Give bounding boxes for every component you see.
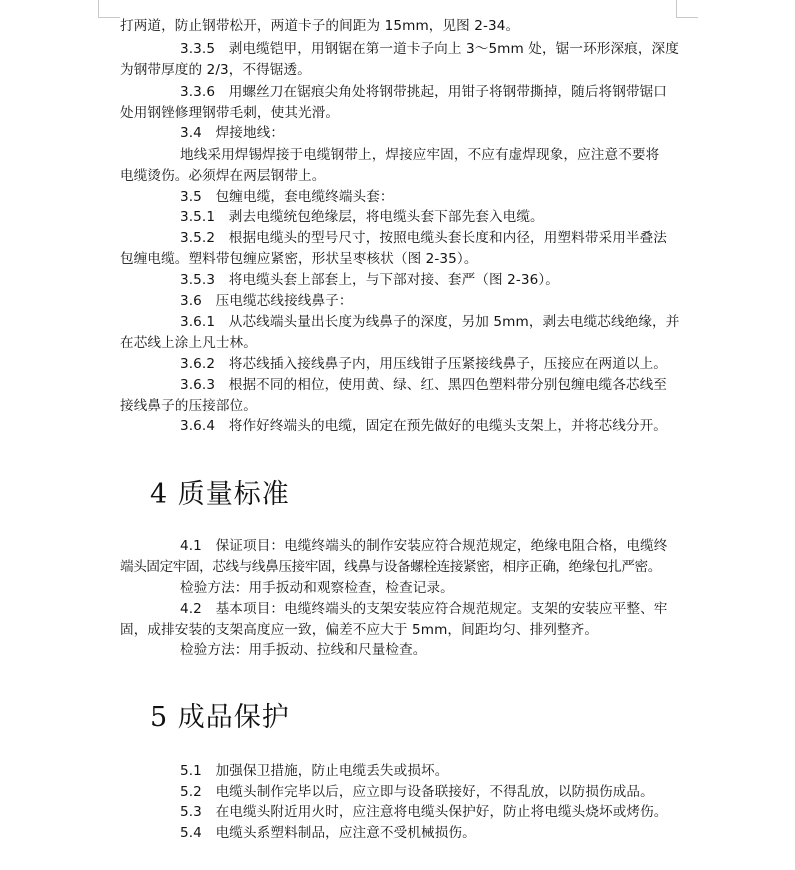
body-line: 地线采用焊锡焊接于电缆钢带上，焊接应牢固，不应有虚焊现象，应注意不要将 [180,147,660,163]
body-line: 检验方法：用手扳动、拉线和尺量检查。 [180,642,427,658]
crop-mark-top-right-h [676,17,698,18]
body-line: 3.6.1 从芯线端头量出长度为线鼻子的深度，另加 5mm，剥去电缆芯线绝缘，并 [180,314,680,330]
body-line: 5.1 加强保卫措施，防止电缆丢失或损坏。 [180,763,449,779]
body-line: 处用钢锉修理钢带毛刺，使其光滑。 [120,105,340,121]
body-line: 包缠电缆。塑料带包缠应紧密，形状呈枣核状（图 2-35）。 [120,251,478,267]
body-line: 打两道，防止钢带松开，两道卡子的间距为 15mm，见图 2-34。 [120,18,520,34]
body-line: 为钢带厚度的 2/3，不得锯透。 [120,62,311,78]
crop-mark-top-right-v [676,0,677,18]
chapter-title-5: 5 成品保护 [150,702,290,733]
section-heading-3-6: 3.6 压电缆芯线接线鼻子： [180,293,353,309]
crop-mark-top-left-v [98,0,99,18]
body-line: 3.3.5 剥电缆铠甲，用钢锯在第一道卡子向上 3～5mm 处，锯一环形深痕，深度 [180,41,679,57]
body-line: 5.4 电缆头系塑料制品，应注意不受机械损伤。 [180,825,476,841]
body-line: 固，成排安装的支架高度应一致，偏差不应大于 5mm，间距均匀、排列整齐。 [120,622,599,638]
body-line: 4.1 保证项目：电缆终端头的制作安装应符合规范规定，绝缘电阻合格，电缆终 [180,538,668,554]
body-line: 在芯线上涂上凡士林。 [120,335,257,351]
crop-mark-top-left-h [98,17,120,18]
body-line: 5.3 在电缆头附近用火时，应注意将电缆头保护好，防止将电缆头烧坏或烤伤。 [180,804,668,820]
body-line: 4.2 基本项目：电缆终端头的支架安装应符合规范规定。支架的安装应平整、牢 [180,601,668,617]
section-heading-3-4: 3.4 焊接地线： [180,125,285,141]
body-line: 5.2 电缆头制作完毕以后，应立即与设备联接好，不得乱放，以防损伤成品。 [180,784,654,800]
chapter-title-4: 4 质量标准 [150,479,290,510]
body-line: 3.3.6 用螺丝刀在锯痕尖角处将钢带挑起，用钳子将钢带撕掉，随后将钢带锯口 [180,84,667,100]
body-line: 3.6.3 根据不同的相位，使用黄、绿、红、黑四色塑料带分别包缠电缆各芯线至 [180,377,667,393]
body-line: 接线鼻子的压接部位。 [120,398,257,414]
body-line: 端头固定牢固，芯线与线鼻压接牢固，线鼻与设备螺栓连接紧密，相序正确，绝缘包扎严密。 [120,559,661,575]
section-heading-3-5: 3.5 包缠电缆，套电缆终端头套： [180,189,394,205]
body-line: 电缆烫伤。必须焊在两层钢带上。 [120,168,326,184]
body-line: 检验方法：用手扳动和观察检查，检查记录。 [180,580,454,596]
body-line: 3.5.3 将电缆头套上部套上，与下部对接、套严（图 2-36）。 [180,272,559,288]
body-line: 3.6.2 将芯线插入接线鼻子内，用压线钳子压紧接线鼻子，压接应在两道以上。 [180,356,667,372]
body-line: 3.5.1 剥去电缆统包绝缘层，将电缆头套下部先套入电缆。 [180,209,544,225]
body-line: 3.6.4 将作好终端头的电缆，固定在预先做好的电缆头支架上，并将芯线分开。 [180,418,667,434]
body-line: 3.5.2 根据电缆头的型号尺寸，按照电缆头套长度和内径，用塑料带采用半叠法 [180,230,667,246]
